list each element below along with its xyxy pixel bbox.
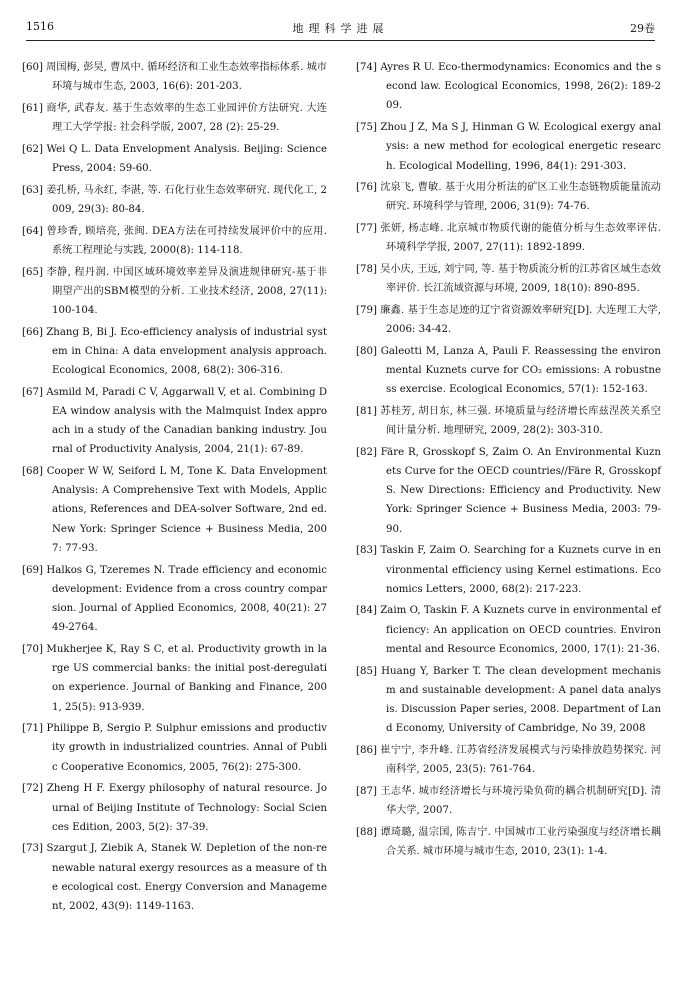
- reference-item: [68] Cooper W W, Seiford L M, Tone K. Data Envelopment Analysis: A Comprehensive Text with Models, Applications, References and DEA-solver Software, 2nd ed. New York: Springer Science + Business Media, 2007: 77-93.: [22, 466, 327, 554]
- references-left-column: [22, 58, 327, 919]
- reference-item: [61] 商华, 武春友. 基于生态效率的生态工业园评价方法研究. 大连理工大学学报: 社会科学版, 2007, 28 (2): 25-29.: [22, 102, 327, 134]
- header-rule: [26, 40, 655, 41]
- reference-item: [78] 吴小庆, 王远, 刘宁同, 等. 基于物质流分析的江苏省区域生态效率评价. 长江流域资源与环境, 2009, 18(10): 890-895.: [356, 264, 661, 295]
- page-number: 1516: [26, 20, 54, 33]
- reference-item: [86] 崔宁宁, 李升峰. 江苏省经济发展模式与污染排放趋势探究. 河南科学, 2005, 23(5): 761-764.: [356, 744, 661, 776]
- reference-item: [84] Zaim O, Taskin F. A Kuznets curve in environmental efficiency: An application on OECD countries. Environmental and Resource Economics, 2000, 17(1): 21-36.: [356, 605, 661, 655]
- reference-item: [76] 沈泉飞, 曹敏. 基于火用分析法的矿区工业生态链物质能量流动研究. 环境科学与管理, 2006, 31(9): 74-76.: [356, 182, 661, 213]
- reference-item: [65] 李静, 程丹润. 中国区域环境效率差异及演进规律研究-基于非期望产出的SBM模型的分析. 工业技术经济, 2008, 27(11): 100-104.: [22, 266, 327, 316]
- reference-item: [75] Zhou J Z, Ma S J, Hinman G W. Ecological exergy analysis: a new method for ecological energetic research. Ecological Modelling, 1996, 84(1): 291-303.: [356, 122, 661, 172]
- reference-item: [72] Zheng H F. Exergy philosophy of natural resource. Journal of Beijing Institute of Technology: Social Sciences Edition, 2003, 5(2): 37-39.: [22, 783, 327, 833]
- reference-item: [74] Ayres R U. Eco-thermodynamics: Economics and the second law. Ecological Economics, 1998, 26(2): 189-209.: [356, 62, 661, 112]
- reference-item: [88] 谭琦璐, 温宗国, 陈吉宁. 中国城市工业污染强度与经济增长耦合关系. 城市环境与城市生态, 2010, 23(1): 1-4.: [356, 826, 661, 857]
- reference-item: [60] 周国梅, 彭昊, 曹凤中. 循环经济和工业生态效率指标体系. 城市环境与城市生态, 2003, 16(6): 201-203.: [22, 62, 327, 93]
- reference-item: [85] Huang Y, Barker T. The clean development mechanism and sustainable development: A panel data analysis. Discussion Paper series, 2008. Department of Land Economy, University of Cambridge, No 39, 2008: [356, 665, 661, 735]
- reference-item: [81] 苏桂芳, 胡日东, 林三强. 环境质量与经济增长库兹涅茨关系空间计量分析. 地理研究, 2009, 28(2): 303-310.: [356, 405, 661, 437]
- reference-item: [73] Szargut J, Ziebik A, Stanek W. Depletion of the non-renewable natural exergy resources as a measure of the ecological cost. Energy Conversion and Management, 2002, 43(9): 1149-1163.: [22, 843, 327, 913]
- reference-item: [64] 曾珍香, 顾培亮, 张闽. DEA方法在可持续发展评价中的应用. 系统工程理论与实践, 2000(8): 114-118.: [22, 225, 327, 256]
- reference-item: [79] 廉鑫. 基于生态足迹的辽宁省资源效率研究[D]. 大连理工大学, 2006: 34-42.: [356, 304, 661, 336]
- reference-item: [77] 张妍, 杨志峰. 北京城市物质代谢的能值分析与生态效率评估. 环境科学学报, 2007, 27(11): 1892-1899.: [356, 223, 661, 254]
- reference-item: [63] 姜孔桥, 马永红, 李湛, 等. 石化行业生态效率研究. 现代化工, 2009, 29(3): 80-84.: [22, 184, 327, 215]
- reference-item: [87] 王志华. 城市经济增长与环境污染负荷的耦合机制研究[D]. 清华大学, 2007.: [356, 785, 661, 817]
- reference-item: [70] Mukherjee K, Ray S C, et al. Productivity growth in large US commercial banks: the initial post-deregulation experience. Journal of Banking and Finance, 2001, 25(5): 913-939.: [22, 643, 327, 713]
- reference-item: [67] Asmild M, Paradi C V, Aggarwall V, et al. Combining DEA window analysis with the Malmquist Index approach in a study of the Canadian banking industry. Journal of Productivity Analysis, 2004, 21(1): 67-89.: [22, 386, 327, 456]
- reference-item: [80] Galeotti M, Lanza A, Pauli F. Reassessing the environmental Kuznets curve for CO₂ emissions: A robustness exercise. Ecological Economics, 57(1): 152-163.: [356, 345, 661, 396]
- references-right-column: [356, 58, 661, 864]
- journal-title: 地理科学进展: [292, 22, 389, 35]
- volume-label: 29卷: [630, 22, 655, 35]
- reference-item: [69] Halkos G, Tzeremes N. Trade efficiency and economic development: Evidence from a cross country comparsion. Journal of Applied Economics, 2008, 40(21): 2749-2764.: [22, 564, 327, 634]
- page-header: [26, 20, 655, 38]
- reference-item: [66] Zhang B, Bi J. Eco-efficiency analysis of industrial system in China: A data envelopment analysis approach. Ecological Economics, 2008, 68(2): 306-316.: [22, 326, 327, 377]
- reference-item: [82] Färe R, Grosskopf S, Zaim O. An Environmental Kuznets Curve for the OECD countries//Färe R, Grosskopf S. New Directions: Efficiency and Productivity. New York: Springer Science + Business Media, 2003: 79-90.: [356, 446, 661, 535]
- reference-item: [83] Taskin F, Zaim O. Searching for a Kuznets curve in environmental efficiency using Kernel estimations. Economics Letters, 2000, 68(2): 217-223.: [356, 545, 661, 595]
- reference-item: [62] Wei Q L. Data Envelopment Analysis. Beijing: Science Press, 2004: 59-60.: [22, 143, 327, 175]
- reference-item: [71] Philippe B, Sergio P. Sulphur emissions and productivity growth in industrialized countries. Annal of Public Cooperative Economics, 2005, 76(2): 275-300.: [22, 723, 327, 773]
